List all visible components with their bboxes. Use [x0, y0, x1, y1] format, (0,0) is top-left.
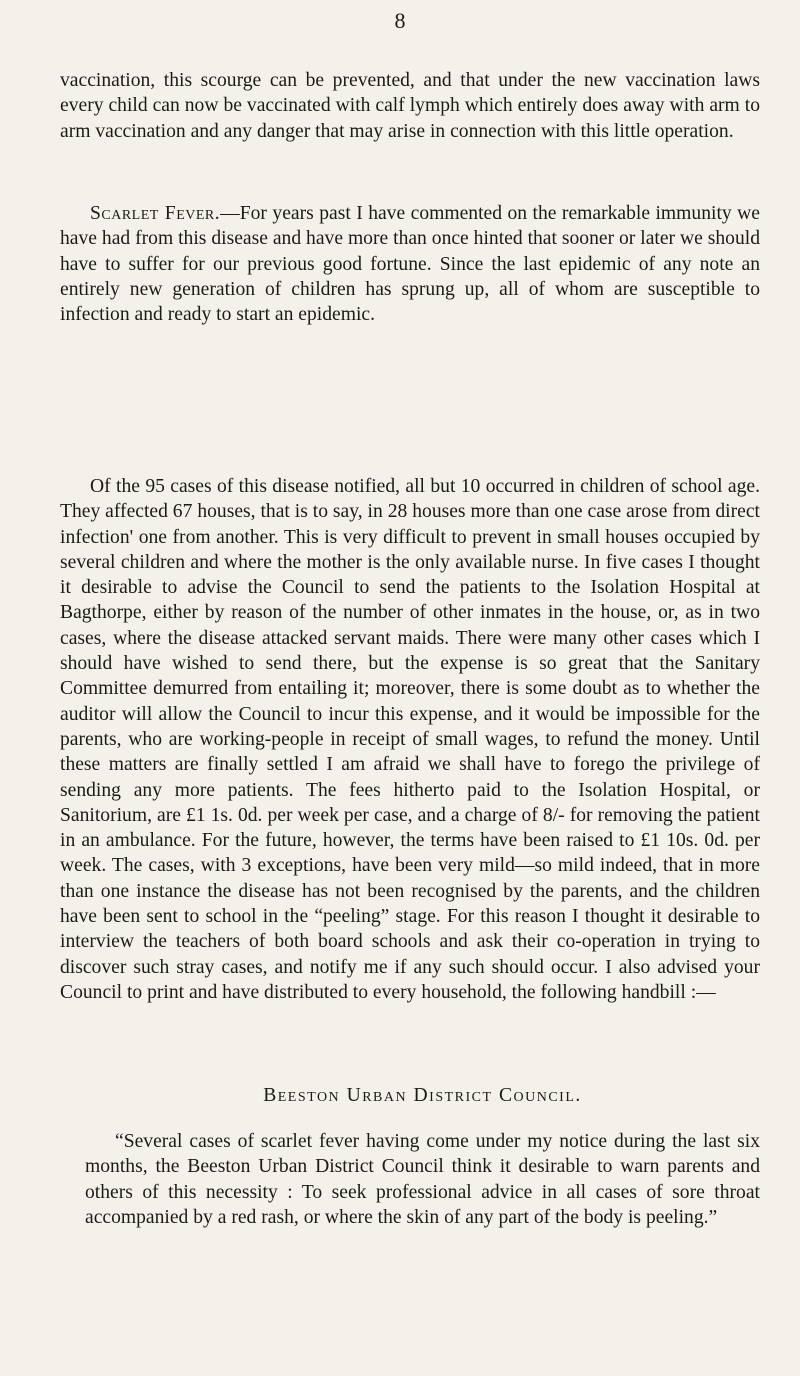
council-heading: Beeston Urban District Council.	[263, 1085, 582, 1106]
vaccination-paragraph	[60, 68, 760, 144]
cases-paragraph	[60, 474, 760, 1005]
handbill-quote	[85, 1129, 760, 1230]
handbill-text: “Several cases of scarlet fever having come under my notice during the last six months, the Beeston Urban District Council think it desirable to warn parents and others of this necessity : To seek professional advice in all cases of sore throat accompanied by a red rash, or where the skin of any part of the body is peeling.”	[85, 1131, 760, 1228]
scarlet-fever-paragraph	[60, 201, 760, 327]
scarlet-fever-heading: Scarlet Fever.	[90, 203, 221, 224]
scarlet-fever-body: —For years past I have commented on the remarkable immunity we have had from this disease and have more than once hinted that sooner or later we should have to suffer for our previous good fortune. Since the last epidemic of any note an entirely new generation of children has sprung up, all of whom are susceptible to infection and ready to start an epidemic.	[60, 203, 760, 326]
scarlet-fever-text	[60, 201, 760, 327]
cases-text: Of the 95 cases of this disease notified, all but 10 occurred in children of school age. They affected 67 houses, that is to say, in 28 houses more than one case arose from direct infection' one from another. This is very difficult to prevent in small houses occupied by several children and where the mother is the only available nurse. In five cases I thought it desirable to advise the Council to send the patients to the Isolation Hospital at Bagthorpe, either by reason of the number of other inmates in the house, or, as in two cases, where the disease attacked servant maids. There were many other cases which I should have wished to send there, but the expense is so great that the Sanitary Committee demurred from entailing it; moreover, there is some doubt as to whether the auditor will allow the Council to incur this expense, and it would be impossible for the parents, who are working-people in receipt of small wages, to refund the money. Until these matters are finally settled I am afraid we shall have to forego the privilege of sending any more patients. The fees hitherto paid to the Isolation Hospital, or Sanitorium, are £1 1s. 0d. per week per case, and a charge of 8/- for removing the patient in an ambulance. For the future, however, the terms have been raised to £1 10s. 0d. per week. The cases, with 3 exceptions, have been very mild—so mild indeed, that in more than one instance the disease has not been recognised by the parents, and the children have been sent to school in the “peeling” stage. For this reason I thought it desirable to interview the teachers of both board schools and ask their co-operation in trying to discover such stray cases, and notify me if any such should occur. I also advised your Council to print and have distributed to every household, the following handbill :—	[60, 476, 760, 1003]
vaccination-text: vaccination, this scourge can be prevented, and that under the new vaccination laws every child can now be vaccinated with calf lymph which entirely does away with arm to arm vaccination and any danger that may arise in connection with this little operation.	[60, 70, 760, 142]
page-number: 8	[394, 8, 406, 33]
